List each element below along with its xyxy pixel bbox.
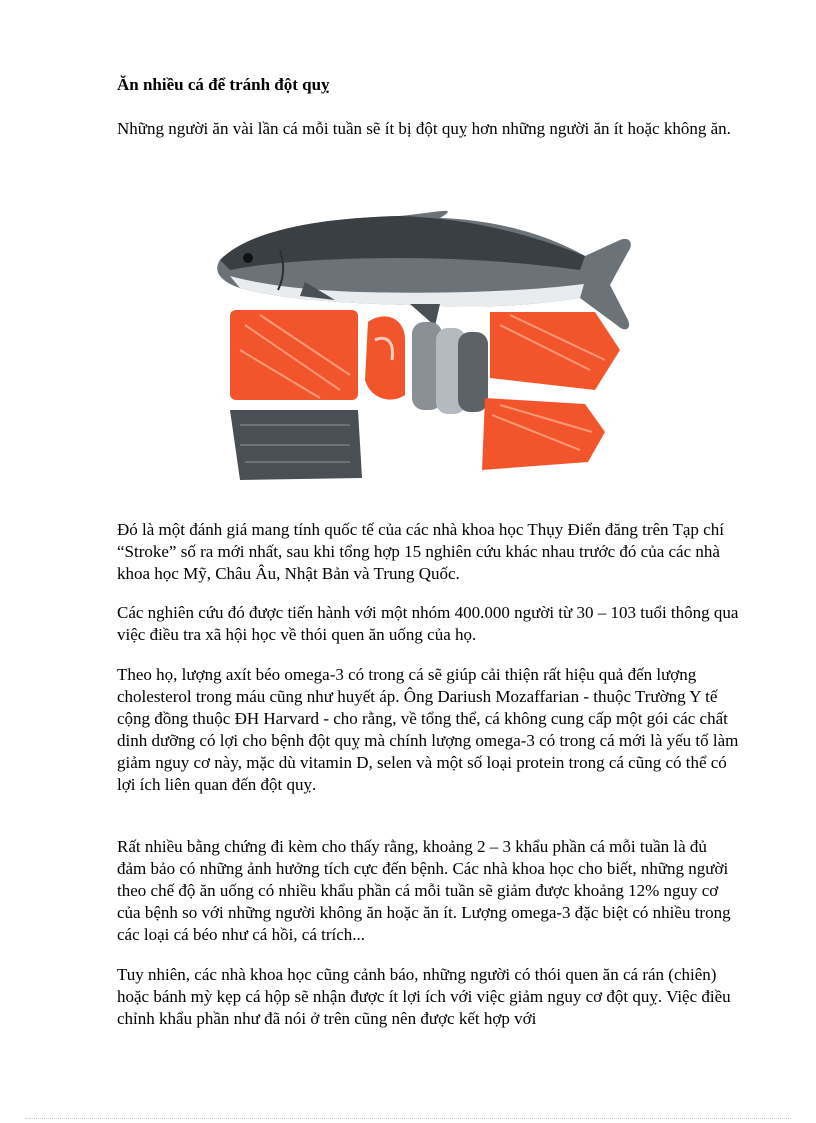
body-paragraph: Rất nhiều bằng chứng đi kèm cho thấy rằng, khoảng 2 – 3 khẩu phần cá mỗi tuần là đủ đảm bảo có những ảnh hưởng tích cực đến bệnh. Các nhà khoa học cho biết, những người theo chế độ ăn uống có nhiều khẩu phần cá mỗi tuần sẽ giảm được khoảng 12% nguy cơ của bệnh so với những người không ăn hoặc ăn ít. Lượng omega-3 đặc biệt có nhiều trong các loại cá béo như cá hồi, cá trích... bbox=[117, 837, 731, 944]
page-bottom-divider bbox=[25, 1118, 791, 1119]
body-paragraph: Theo họ, lượng axít béo omega-3 có trong cá sẽ giúp cải thiện rất hiệu quả đến lượng cholesterol trong máu cũng như huyết áp. Ông Dariush Mozaffarian - thuộc Trường Y tế cộng đồng thuộc ĐH Harvard - cho rằng, về tổng thể, cá không cung cấp một gói các chất dinh dưỡng có lợi cho bệnh đột quỵ mà chính lượng omega-3 có trong cá mới là yếu tố làm giảm nguy cơ này, mặc dù vitamin D, selen và một số loại protein trong cá cũng có thể có lợi ích liên quan đến đột quỵ. bbox=[117, 665, 739, 794]
salmon-fillet bbox=[490, 312, 620, 390]
intro-paragraph: Những người ăn vài lần cá mỗi tuần sẽ ít bị đột quỵ hơn những người ăn ít hoặc không ăn. bbox=[117, 119, 731, 138]
body-paragraph: Đó là một đánh giá mang tính quốc tế của các nhà khoa học Thụy Điển đăng trên Tạp chí “Stroke” số ra mới nhất, sau khi tổng hợp 15 nghiên cứu khác nhau trước đó của các nhà khoa học Mỹ, Châu Âu, Nhật Bản và Trung Quốc. bbox=[117, 520, 724, 583]
salmon-photo bbox=[200, 200, 640, 500]
salmon-steak bbox=[458, 332, 488, 412]
body-paragraph: Các nghiên cứu đó được tiến hành với một nhóm 400.000 người từ 30 – 103 tuổi thông qua việc điều tra xã hội học về thói quen ăn uống của họ. bbox=[117, 603, 739, 644]
salmon-steak bbox=[365, 316, 405, 399]
salmon-fillet bbox=[482, 398, 605, 470]
article-title: Ăn nhiều cá để tránh đột quỵ bbox=[117, 75, 330, 94]
body-paragraph: Tuy nhiên, các nhà khoa học cũng cảnh báo, những người có thói quen ăn cá rán (chiên) hoặc bánh mỳ kẹp cá hộp sẽ nhận được ít lợi ích với việc giảm nguy cơ đột quỵ. Việc điều chỉnh khẩu phần như đã nói ở trên cũng nên được kết hợp với bbox=[117, 965, 731, 1028]
